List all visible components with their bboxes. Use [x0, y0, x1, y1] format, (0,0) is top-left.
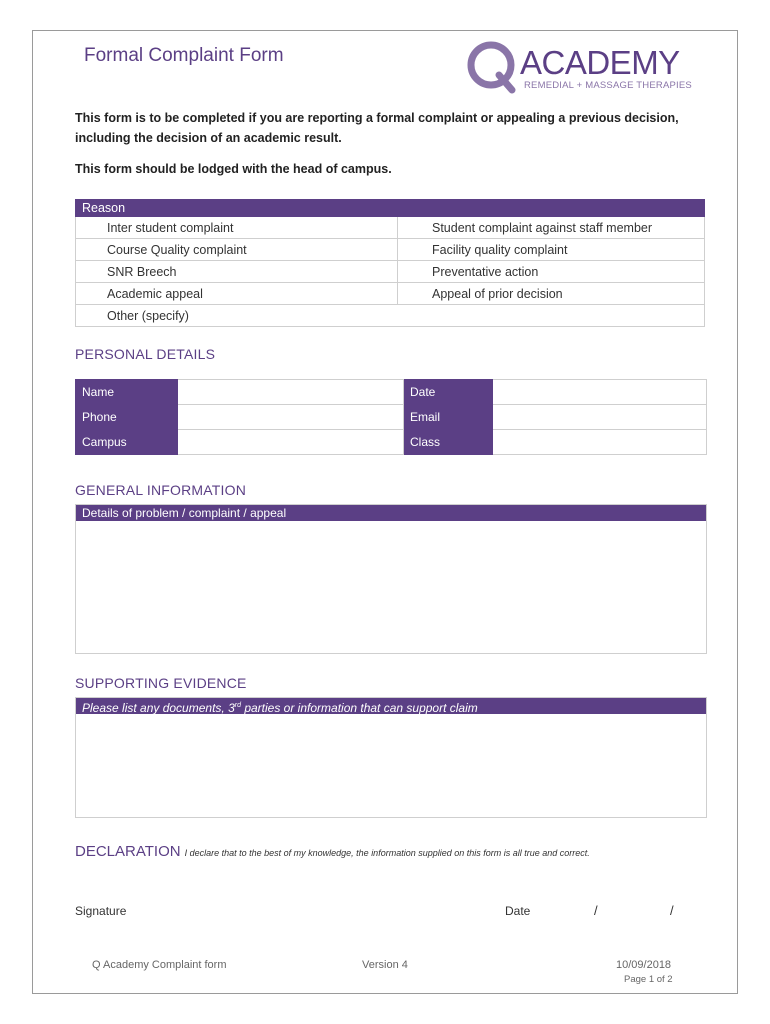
- personal-details-table: [75, 379, 707, 455]
- campus-label: Campus: [76, 430, 178, 455]
- reason-option-other[interactable]: Other (specify): [76, 305, 705, 327]
- lodge-instruction: This form should be lodged with the head of campus.: [75, 162, 392, 176]
- academy-logo: [466, 40, 692, 96]
- reason-row: [76, 283, 705, 305]
- personal-row: [76, 380, 707, 405]
- class-field[interactable]: [493, 430, 707, 455]
- reason-row: [76, 261, 705, 283]
- evidence-header-text: Please list any documents, 3: [82, 701, 235, 715]
- page-title: Formal Complaint Form: [84, 45, 284, 66]
- personal-row: [76, 430, 707, 455]
- declaration-date-label: Date: [505, 904, 531, 918]
- details-box[interactable]: [75, 504, 707, 654]
- reason-option[interactable]: Student complaint against staff member: [398, 217, 705, 239]
- personal-row: [76, 405, 707, 430]
- date-separator: /: [670, 903, 674, 918]
- reason-option[interactable]: Appeal of prior decision: [398, 283, 705, 305]
- evidence-header-text-end: parties or information that can support claim: [240, 701, 478, 715]
- evidence-header-superscript: rd: [234, 702, 241, 709]
- declaration: [75, 843, 590, 860]
- footer-date: 10/09/2018: [616, 959, 672, 971]
- details-box-header: Details of problem / complaint / appeal: [76, 505, 706, 521]
- reason-table: [75, 199, 705, 327]
- signature-label: Signature: [75, 904, 127, 918]
- declaration-heading: DECLARATION: [75, 843, 181, 860]
- reason-option[interactable]: Inter student complaint: [76, 217, 398, 239]
- date-label: Date: [404, 380, 493, 405]
- class-label: Class: [404, 430, 493, 455]
- footer-version: Version 4: [362, 959, 408, 971]
- reason-header: Reason: [76, 200, 705, 217]
- reason-row: [76, 305, 705, 327]
- declaration-text: I declare that to the best of my knowledge, the information supplied on this form is all true and correct.: [184, 848, 590, 858]
- date-separator: /: [594, 903, 598, 918]
- evidence-box[interactable]: [75, 697, 707, 818]
- personal-details-heading: PERSONAL DETAILS: [75, 346, 216, 362]
- intro-paragraph: This form is to be completed if you are reporting a formal complaint or appealing a previous decision, including the decision of an academic result.: [75, 111, 679, 145]
- name-field[interactable]: [178, 380, 404, 405]
- reason-option[interactable]: Preventative action: [398, 261, 705, 283]
- reason-row: [76, 239, 705, 261]
- general-information-heading: GENERAL INFORMATION: [75, 482, 247, 498]
- reason-option[interactable]: SNR Breech: [76, 261, 398, 283]
- reason-option[interactable]: Course Quality complaint: [76, 239, 398, 261]
- q-logo-icon: [466, 40, 522, 96]
- reason-option[interactable]: Academic appeal: [76, 283, 398, 305]
- phone-label: Phone: [76, 405, 178, 430]
- campus-field[interactable]: [178, 430, 404, 455]
- reason-row: [76, 217, 705, 239]
- footer-doc-name: Q Academy Complaint form: [92, 959, 227, 971]
- evidence-box-header: [76, 698, 706, 714]
- phone-field[interactable]: [178, 405, 404, 430]
- email-field[interactable]: [493, 405, 707, 430]
- logo-word: ACADEMY: [520, 44, 680, 81]
- logo-subtitle: REMEDIAL + MASSAGE THERAPIES: [524, 80, 692, 91]
- date-field[interactable]: [493, 380, 707, 405]
- footer-page-number: Page 1 of 2: [624, 974, 673, 985]
- name-label: Name: [76, 380, 178, 405]
- reason-option[interactable]: Facility quality complaint: [398, 239, 705, 261]
- email-label: Email: [404, 405, 493, 430]
- supporting-evidence-heading: SUPPORTING EVIDENCE: [75, 675, 247, 691]
